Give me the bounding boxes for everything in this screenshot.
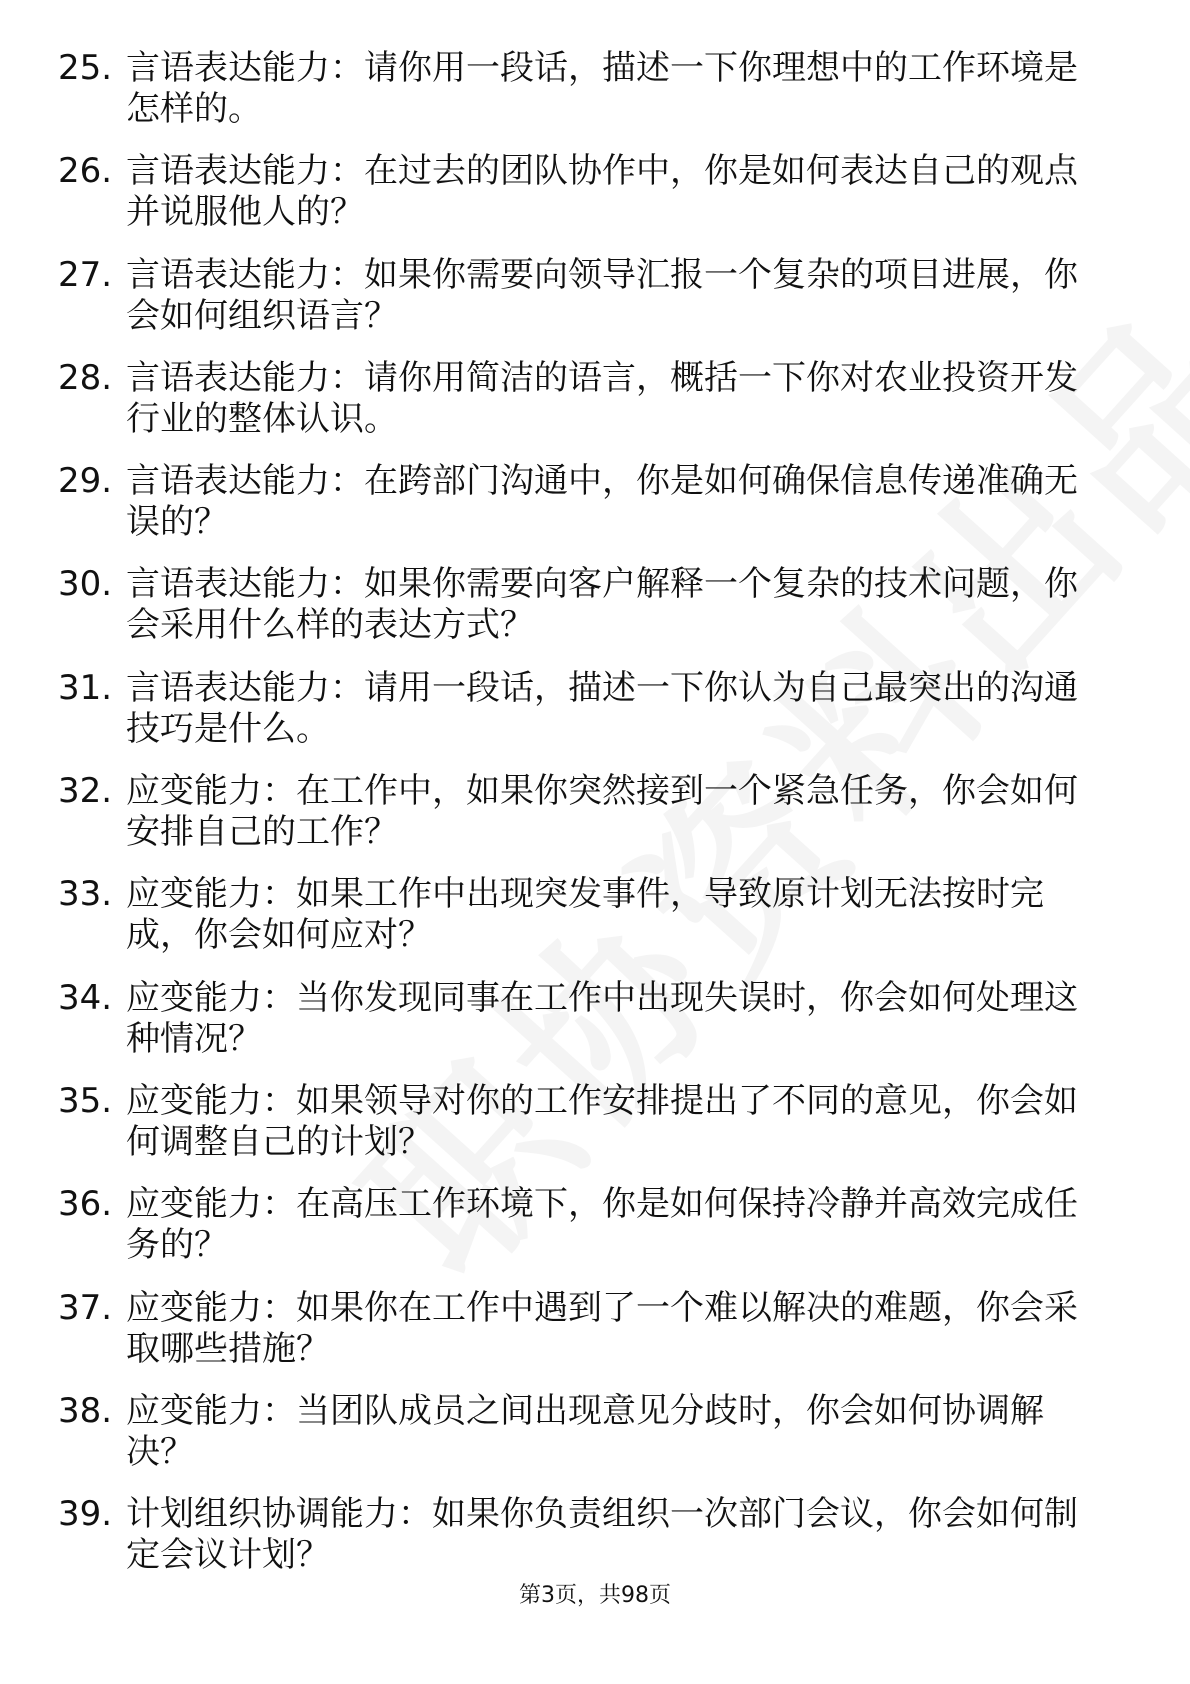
question-item <box>58 358 1108 440</box>
question-text: 言语表达能力：请用一段话，描述一下你认为自己最突出的沟通技巧是什么。 <box>126 667 1078 749</box>
question-number: 38. <box>58 1390 113 1431</box>
question-text: 言语表达能力：如果你需要向客户解释一个复杂的技术问题，你会采用什么样的表达方式？ <box>126 564 1078 646</box>
question-text: 应变能力：如果领导对你的工作安排提出了不同的意见，你会如何调整自己的计划？ <box>126 1080 1078 1162</box>
question-text: 应变能力：如果你在工作中遇到了一个难以解决的难题，你会采取哪些措施？ <box>126 1287 1078 1369</box>
question-item <box>58 255 1108 337</box>
question-text: 应变能力：当团队成员之间出现意见分歧时，你会如何协调解决？ <box>126 1390 1044 1472</box>
question-number: 31. <box>58 667 113 708</box>
question-text: 应变能力：如果工作中出现突发事件，导致原计划无法按时完成，你会如何应对？ <box>126 874 1044 956</box>
question-text: 言语表达能力：如果你需要向领导汇报一个复杂的项目进展，你会如何组织语言？ <box>126 254 1078 336</box>
question-number: 26. <box>58 151 113 192</box>
question-number: 25. <box>58 48 113 88</box>
question-text: 言语表达能力：在过去的团队协作中，你是如何表达自己的观点并说服他人的？ <box>126 151 1078 233</box>
question-item <box>58 1184 1108 1266</box>
question-text: 言语表达能力：请你用一段话，描述一下你理想中的工作环境是怎样的。 <box>126 48 1078 129</box>
question-item <box>58 1494 1108 1576</box>
question-number: 39. <box>58 1494 113 1535</box>
question-item <box>58 1081 1108 1163</box>
question-item <box>58 771 1108 853</box>
question-item <box>58 1391 1108 1473</box>
question-number: 27. <box>58 254 113 295</box>
question-item <box>58 668 1108 750</box>
question-text: 言语表达能力：请你用简洁的语言，概括一下你对农业投资开发行业的整体认识。 <box>126 357 1078 439</box>
question-number: 33. <box>58 874 113 915</box>
question-number: 35. <box>58 1080 113 1121</box>
question-number: 29. <box>58 461 113 502</box>
question-item <box>58 461 1108 543</box>
question-text: 应变能力：在工作中，如果你突然接到一个紧急任务，你会如何安排自己的工作？ <box>126 771 1078 853</box>
question-number: 32. <box>58 771 113 812</box>
question-item <box>58 48 1108 130</box>
question-item <box>58 1288 1108 1370</box>
question-number: 28. <box>58 357 113 398</box>
question-list <box>58 48 1108 1597</box>
question-item <box>58 978 1108 1060</box>
question-text: 言语表达能力：在跨部门沟通中，你是如何确保信息传递准确无误的？ <box>126 461 1078 543</box>
question-item <box>58 151 1108 233</box>
question-number: 36. <box>58 1184 113 1225</box>
question-number: 34. <box>58 977 113 1018</box>
question-item <box>58 874 1108 956</box>
page-footer <box>0 1583 1190 1609</box>
page-number: 第3页，共98页 <box>519 1583 671 1608</box>
question-text: 应变能力：在高压工作环境下，你是如何保持冷静并高效完成任务的？ <box>126 1184 1078 1266</box>
question-item <box>58 564 1108 646</box>
question-number: 37. <box>58 1287 113 1328</box>
question-text: 应变能力：当你发现同事在工作中出现失误时，你会如何处理这种情况？ <box>126 977 1078 1059</box>
question-number: 30. <box>58 564 113 605</box>
question-text: 计划组织协调能力：如果你负责组织一次部门会议，你会如何制定会议计划？ <box>126 1494 1078 1576</box>
